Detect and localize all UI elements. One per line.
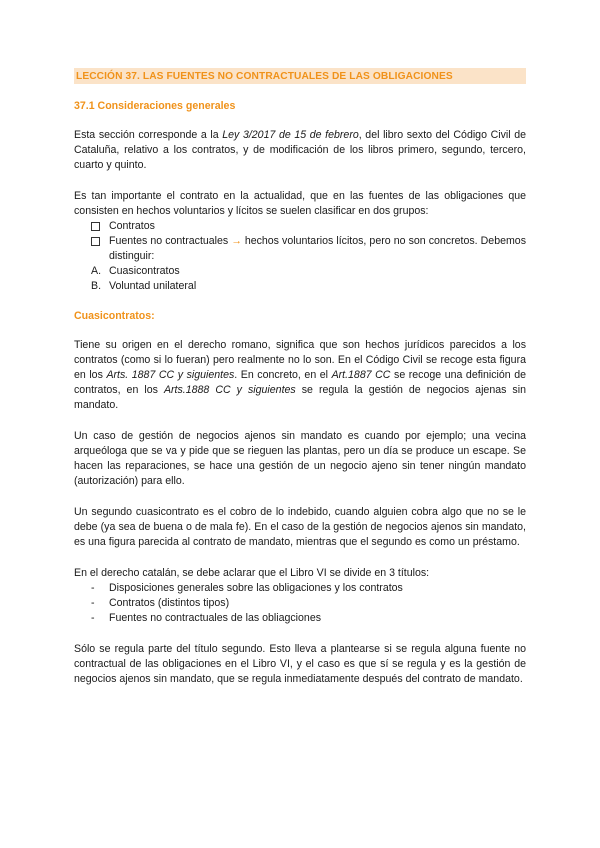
origin-paragraph: Tiene su origen en el derecho romano, significa que son hechos jurídicos parecidos a los contratos (como si lo fueran) pero realmente no lo son. En el Código Civil se recoge esta figura en los Arts. 1887 CC y siguientes. En concreto, en el Art.1887 CC se recoge una definición de contratos, en los Arts.1888 CC y siguientes se regula la gestión de negocios ajenas sin mandato. [74,339,527,411]
checkbox-icon [91,237,100,246]
list-item: Fuentes no contractuales → hechos voluntarios lícitos, pero no son concretos. Debemos distinguir: [91,234,526,264]
section-heading-cuasicontratos: Cuasicontratos: [74,310,155,322]
alpha-list [74,264,526,294]
list-item: B. Voluntad unilateral [91,280,197,292]
list-item: - Contratos (distintos tipos) [91,597,230,609]
document-page [74,68,526,687]
example-paragraph: Un caso de gestión de negocios ajenos sin mandato es cuando por ejemplo; una vecina arqueóloga que se va y pide que se rieguen las plantas, pero un día se produce un escape. Se hacen las reparaciones, se hace una gestión de un negocio ajeno sin tener ningún mandato (autorización) para ello. [74,430,526,487]
list-item: - Fuentes no contractuales de las obliagciones [91,612,322,624]
lesson-title: LECCIÓN 37. LAS FUENTES NO CONTRACTUALES DE LAS OBLIGACIONES [74,68,526,84]
classification-paragraph: Es tan importante el contrato en la actualidad, que en las fuentes de las obligaciones que consisten en hechos voluntarios y lícitos se suelen clasificar en dos grupos: [74,190,526,217]
catalan-law-paragraph: En el derecho catalán, se debe aclarar que el Libro VI se divide en 3 títulos: [74,567,430,579]
list-item: - Disposiciones generales sobre las obligaciones y los contratos [91,582,403,594]
titles-list [74,581,526,626]
right-arrow-icon: → [231,235,242,247]
second-cuasicontrato-paragraph: Un segundo cuasicontrato es el cobro de lo indebido, cuando alguien cobra algo que no se le debe (ya sea de buena o de mala fe). En el caso de la gestión de negocios ajenos sin mandato, es una figura parecida al contrato de mandato, mientras que el segundo es como un préstamo. [74,506,526,548]
intro-paragraph: Esta sección corresponde a la Ley 3/2017 de 15 de febrero, del libro sexto del Código Civil de Cataluña, relativo a los contratos, y de modificación de los libros primero, segundo, tercero, cuarto y quinto. [74,129,526,171]
section-heading-consideraciones: 37.1 Consideraciones generales [74,100,236,112]
checkbox-icon [91,222,100,231]
conclusion-paragraph: Sólo se regula parte del título segundo. Esto lleva a plantearse si se regula alguna fuente no contractual de las obligaciones en el Libro VI, y el caso es que sí se regula y es la gestión de negocios ajenos sin mandato, que se regula inmediatamente después del contrato de mandato. [74,643,526,685]
checkbox-list [74,219,526,264]
law-reference: Ley 3/2017 de 15 de febrero [222,129,359,141]
list-item: A. Cuasicontratos [91,265,180,277]
list-item: Contratos [91,219,526,234]
